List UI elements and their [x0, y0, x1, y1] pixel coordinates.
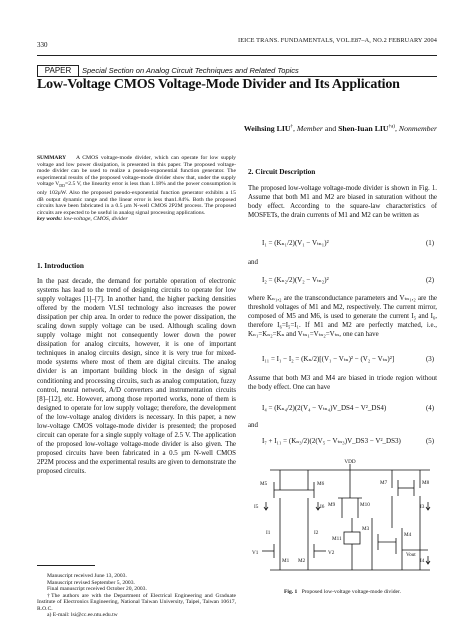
equation-4-number: (4): [426, 405, 435, 412]
keywords: low-voltage, CMOS, divider: [63, 216, 128, 223]
fig-label-i1: I1: [266, 530, 271, 536]
fig-label-v1: V1: [252, 550, 259, 556]
section-label: Special Section on Analog Circuit Techniques and Related Topics: [82, 66, 299, 75]
equation-3-number: (3): [426, 356, 435, 363]
fn-received: Manuscript received June 13, 2003.: [47, 573, 127, 579]
fig-label-i3: I3: [420, 504, 425, 510]
circuit-paragraph-1: The proposed low-voltage voltage-mode divider is shown in Fig. 1. Assume that both M1 and M2 are biased in saturation without the body effect. According to the square-law characteristics of MOSFETs, the drain currents of M1 and M2 can be written as: [248, 185, 437, 220]
equation-2: I₂ = (Kₙ₂/2)(V₂ − Vₜₙ₂)²: [262, 276, 329, 284]
abstract-vdd-sub: DD: [59, 183, 66, 189]
author2-membership: Nonmember: [398, 124, 437, 133]
fig-label-m4: M4: [404, 532, 412, 538]
equation-3: I₁₁ = I₁ − I₂ = (Kₙ/2)[(V₁ − Vₜₙ)² − (V₂ − Vₜₙ)²]: [262, 355, 395, 363]
fn-authors: †The authors are with the Department of Electrical Engineering and Graduate Institute of Electronics Engineering, National Taiwan University, Taipei, Taiwan 10617, R.O.C.: [37, 592, 236, 612]
journal-header: IEICE TRANS. FUNDAMENTALS, VOL.E87–A, NO.2 FEBRUARY 2004: [238, 37, 437, 44]
author1-membership: Member: [296, 124, 323, 133]
circuit-schematic-figure: [252, 458, 436, 584]
and-1: and: [248, 259, 258, 266]
fig-label-vdd: VDD: [344, 459, 356, 465]
fig-label-m3: M3: [362, 526, 370, 532]
abstract-text: A CMOS voltage-mode divider, which can operate for low supply voltage and low power dissipation, is presented in this paper. The proposed voltage-mode divider can be used to realize a pseudo-exponential function generator. The experimental results of the proposed voltage-mode divider show that, under the supply voltage V: [37, 155, 236, 188]
fig-label-vout: Vout: [406, 552, 416, 558]
fig-label-m7: M7: [380, 480, 388, 486]
fig-label-i5: I5: [254, 504, 259, 510]
equation-5: I₇ + I₁₁ = (Kₙ₃/2)(2(V₅ − Vₜₙ₃)V_DS3 − V²_DS3): [262, 437, 401, 445]
fig-label-m10: M10: [360, 502, 370, 508]
fig-label-m11: M11: [332, 536, 342, 542]
paper-type-badge: PAPER: [37, 65, 79, 77]
fn-revised: Manuscript revised September 5, 2003.: [47, 579, 135, 586]
fn-final: Final manuscript received October 20, 2003.: [47, 586, 147, 592]
fig-label-v2: V2: [328, 550, 335, 556]
author1-name: Weihsing LIU: [243, 124, 291, 133]
fn-email: a) E-mail: lsi@cc.ee.ntu.edu.tw: [47, 612, 118, 618]
equation-5-number: (5): [426, 438, 435, 445]
footnotes: [37, 573, 236, 619]
figure-caption-label: Fig. 1: [283, 589, 298, 595]
equation-1-number: (1): [426, 240, 435, 247]
author2-name: Shen-Iuan LIU: [338, 124, 389, 133]
and-2: and: [248, 422, 258, 429]
fig-label-i6: I6: [320, 504, 325, 510]
abstract-label: SUMMARY: [37, 155, 67, 161]
figure-caption: [248, 589, 437, 595]
fig-label-m1: M1: [282, 558, 290, 564]
page-number: 330: [37, 41, 48, 49]
keywords-label: key words:: [37, 216, 63, 223]
fig-label-m5: M5: [260, 481, 268, 487]
intro-paragraph: In the past decade, the demand for portable operation of electronic systems has lead to the trend of designing circuits to operate for low supply voltages [1]–[7]. In another hand, the higher packing densities offered by the modern VLSI technology also increases the power dissipation per chip area. In order to reduce the power dissipation, the scaling down supply voltage can be used. Although scaling down supply voltage might not consequently lower down the power dissipation for analog circuits, however, it is one of important techniques in analog circuits design, since it is very true for mixed-mode systems where most of them are digital circuits. The analog divider is an important building block in the design of signal conditioning and processing circuits, such as analog computation, fuzzy control, neural network, A/D converters and instrumentation circuits [8]–[12], etc. However, among those reported works, none of them is designed to operate for low supply voltage; therefore, the development of the low-voltage analog dividers is necessary. In this paper, a new low-voltage CMOS voltage-mode divider is presented; the proposed circuit can operate for a single supply voltage of 2.5 V. The application of the proposed low-voltage voltage-mode divider is also given. The proposed circuits have been fabricated in a 0.5 μm N-well CMOS 2P2M process and the experimental results are given to demonstrate the proposed circuits.: [37, 278, 236, 475]
equation-2-number: (2): [426, 277, 435, 284]
fig-label-m6: M6: [317, 481, 325, 487]
equation-1: I₁ = (Kₙ₁/2)(V₁ − Vₜₙ₁)²: [262, 239, 329, 247]
circuit-heading: 2. Circuit Description: [248, 167, 316, 176]
intro-heading: 1. Introduction: [37, 261, 84, 270]
fig-label-m9: M9: [328, 502, 336, 508]
author2-mark: †a): [388, 124, 395, 130]
circuit-paragraph-3: Assume that both M3 and M4 are biased in triode region without the body effect. One can have: [248, 375, 437, 392]
footnote-rule: [37, 565, 95, 566]
abstract: [37, 155, 236, 223]
equation-4: I₄ = (Kₙ₄/2)(2(V₄ − Vₜₙ₄)V_DS4 − V²_DS4): [262, 404, 387, 412]
author-line: Weihsing LIU†, Member and Shen-Iuan LIU$^{\dagger a)}$, Nonmember: [243, 124, 437, 133]
fig-label-m2: M2: [298, 558, 306, 564]
circuit-paragraph-2: where Kₙ₁,₂ are the transconductance parameters and Vₜₙ₁,₂ are the threshold voltages of M1 and M2, respectively. The current mirror, composed of M5 and M6, is used to generate the current I₅ and I₆, therefore I₆=I₅=I₁. If M1 and M2 are perfectly matched, i.e., Kₙ₁=Kₙ₂=Kₙ and Vₜₙ₁=Vₜₙ₂=Vₜₙ, one can have: [248, 295, 437, 339]
abstract-text-2: =2.5 V, the linearity error is less than 1.18% and the power consumption is only 102μW. Also the proposed pseudo-exponential function generator exhibits a 15 dB output dynamic range and the linear error is less than1.84%. Both the proposed circuits have been fabricated in a 0.5 μm N-well CMOS 2P2M process. The proposed circuits are expected to be useful in analog signal processing applications.: [37, 181, 236, 216]
fig-label-i2: I2: [314, 530, 319, 536]
header-rule: [37, 55, 437, 56]
fig-label-m8: M8: [422, 480, 430, 486]
figure-caption-text: Proposed low-voltage voltage-mode divider.: [301, 589, 401, 595]
fig-label-i4: I4: [420, 558, 425, 564]
author1-mark: †: [290, 124, 294, 130]
author-and: and: [324, 124, 337, 133]
paper-title: Low-Voltage CMOS Voltage-Mode Divider and Its Application: [37, 77, 400, 92]
